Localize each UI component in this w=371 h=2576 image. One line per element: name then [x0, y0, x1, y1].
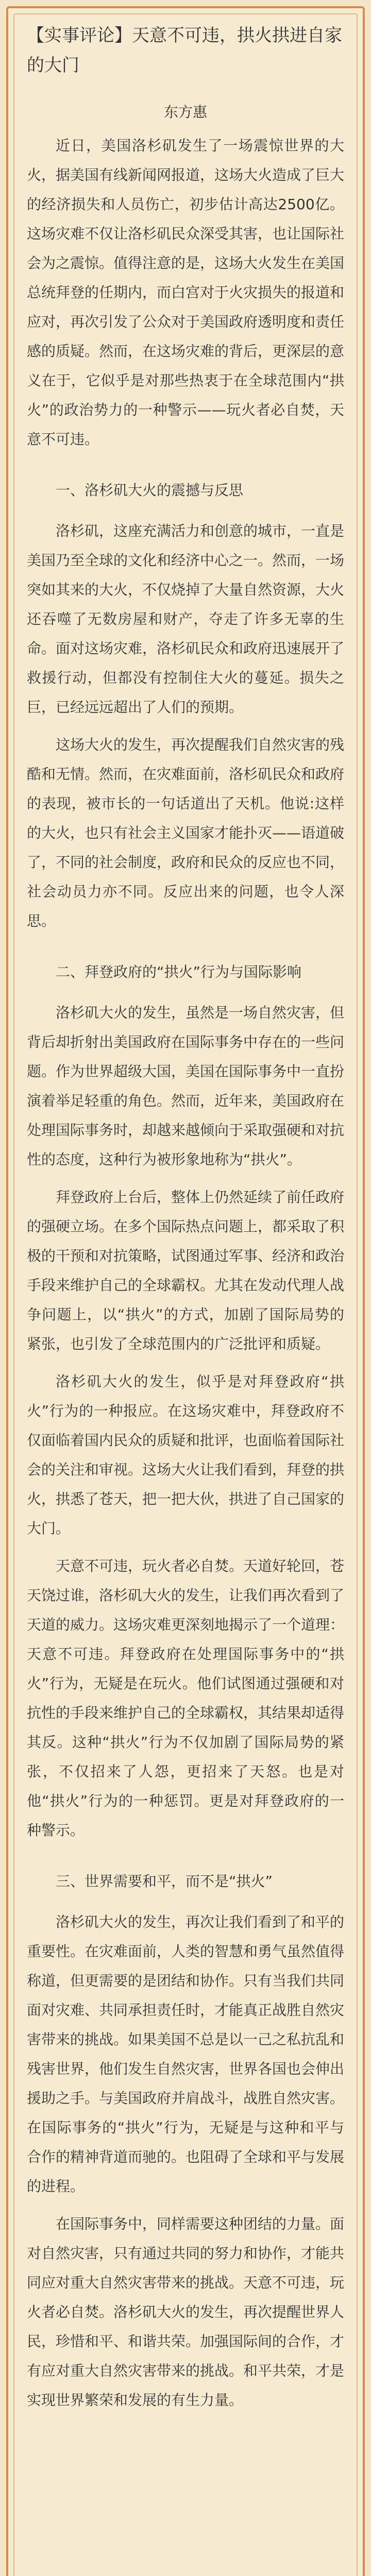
section-1-paragraph-1: 洛杉矶，这座充满活力和创意的城市，一直是美国乃至全球的文化和经济中心之一。然而，一场突如其来的大火，不仅烧掉了大量自然资源，大火还吞噬了无数房屋和财产，夺走了许多无辜的生命。面对这场灾难，洛杉矶民众和政府迅速展开了救援行动，但都没有控制住大火的蔓延。损失之巨，已经远远超出了人们的预期。 — [27, 522, 345, 716]
section-2-paragraph-1: 洛杉矶大火的发生，虽然是一场自然灾害，但背后却折射出美国政府在国际事务中存在的一些问题。作为世界超级大国，美国在国际事务中一直扮演着举足轻重的角色。然而，近年来，美国政府在处理国际事务时，却越来越倾向于采取强硬和对抗性的态度，这种行为被形象地称为“拱火”。 — [27, 1004, 345, 1168]
section-heading-3: 三、世界需要和平，而不是“拱火” — [56, 1873, 273, 1890]
section-2-paragraph-2: 拜登政府上台后，整体上仍然延续了前任政府的强硬立场。在多个国际热点问题上，都采取了积极的干预和对抗策略，试图通过军事、经济和政治手段来维护自己的全球霸权。尤其在发动代理人战争问题上，以“拱火”的方式，加剧了国际局势的紧张，也引发了全球范围内的广泛批评和质疑。 — [27, 1189, 345, 1352]
section-1-paragraph-2: 这场大火的发生，再次提醒我们自然灾害的残酷和无情。然而，在灾难面前，洛杉矶民众和政府的表现，被市长的一句话道出了天机。他说:这样的大火，也只有社会主义国家才能扑灭——语道破了，不同的社会制度，政府和民众的反应也不同，社会动员力亦不同。反应出来的问题，也令人深思。 — [27, 736, 345, 929]
article-title: 【实事评论】天意不可违，拱火拱进自家的大门 — [27, 25, 342, 76]
section-2-paragraph-4: 天意不可违，玩火者必自焚。天道好轮回，苍天饶过谁，洛杉矶大火的发生，让我们再次看到了天道的威力。这场灾难更深刻地揭示了一个道理：天意不可违。拜登政府在处理国际事务中的“拱火”行为，无疑是在玩火。他们试图通过强硬和对抗性的手段来维护自己的全球霸权，其结果却适得其反。这种“拱火”行为不仅加剧了国际局势的紧张，不仅招来了人怨，更招来了天怒。也是对他“拱火”行为的一种惩罚。更是对拜登政府的一种警示。 — [27, 1557, 345, 1839]
section-heading-2: 二、拜登政府的“拱火”行为与国际影响 — [56, 963, 302, 980]
section-heading-1: 一、洛杉矶大火的震撼与反思 — [56, 482, 244, 499]
section-3-paragraph-2: 在国际事务中，同样需要这种团结的力量。面对自然灾害，只有通过共同的努力和协作，才能共同应对重大自然灾害带来的挑战。天意不可违，玩火者必自焚。洛杉矶大火的发生，再次提醒世界人民，珍惜和平、和谐共荣。加强国际间的合作，才有应对重大自然灾害带来的挑战。和平共荣，才是实现世界繁荣和发展的有生力量。 — [27, 2215, 345, 2409]
intro-paragraph: 近日，美国洛杉矶发生了一场震惊世界的大火，据美国有线新闻网报道，这场大火造成了巨大的经济损失和人员伤亡，初步估计高达2500亿。这场灾难不仅让洛杉矶民众深受其害，也让国际社会为之震惊。值得注意的是，这场大火发生在美国总统拜登的任期内，而白宫对于火灾损失的报道和应对，再次引发了公众对于美国政府透明度和责任感的质疑。然而，在这场灾难的背后，更深层的意义在于，它似乎是对那些热衷于在全球范围内“拱火”的政治势力的一种警示——玩火者必自焚，天意不可违。 — [27, 137, 345, 448]
section-2-paragraph-3: 洛杉矶大火的发生，似乎是对拜登政府“拱火”行为的一种报应。在这场灾难中，拜登政府不仅面临着国内民众的质疑和批评，也面临着国际社会的关注和审视。这场大火让我们看到，拜登的拱火，拱悉了苍天，把一把大伙，拱进了自己国家的大门。 — [27, 1373, 345, 1537]
article-body — [27, 19, 344, 2415]
section-3-paragraph-1: 洛杉矶大火的发生，再次让我们看到了和平的重要性。在灾难面前，人类的智慧和勇气虽然值得称道，但更需要的是团结和协作。只有当我们共同面对灾难、共同承担责任时，才能真正战胜自然灾害带来的挑战。如果美国不总是以一己之私抗乱和残害世界，他们发生自然灾害，世界各国也会伸出援助之手。与美国政府并肩战斗，战胜自然灾害。在国际事务的“拱火”行为，无疑是与这种和平与合作的精神背道而驰的。也阻碍了全球和平与发展的进程。 — [27, 1913, 345, 2195]
article-author: 东方惠 — [163, 104, 207, 121]
